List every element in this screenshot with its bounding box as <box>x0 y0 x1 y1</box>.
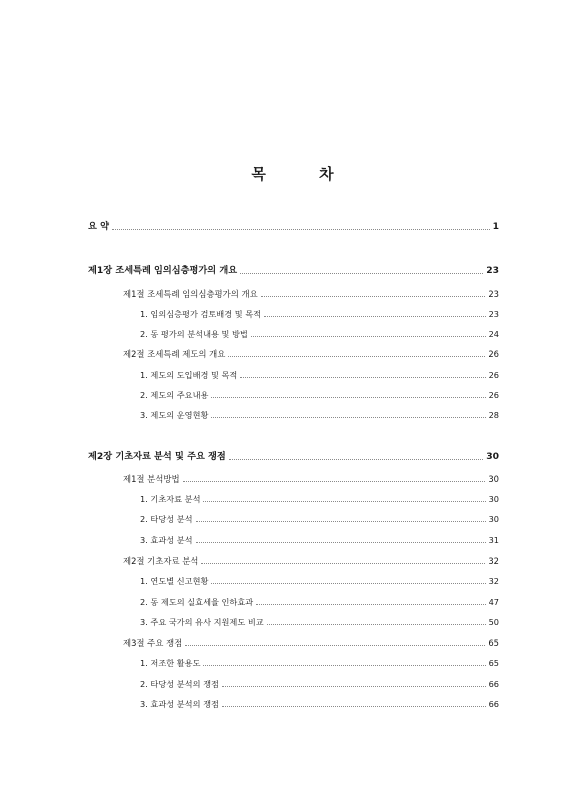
leader-dots <box>203 501 485 502</box>
toc-entry-page: 66 <box>488 679 499 689</box>
toc-entry-page: 47 <box>488 597 499 607</box>
toc-entry-label: 제2절 조세특례 제도의 개요 <box>123 349 226 359</box>
toc-entry-page: 65 <box>488 658 499 668</box>
toc-entry-section[interactable] <box>123 288 499 300</box>
toc-entry-label: 2. 타당성 분석 <box>140 514 193 524</box>
toc-entry-label: 3. 제도의 운영현황 <box>140 410 209 420</box>
leader-dots <box>211 417 485 418</box>
toc-entry-label: 2. 동 평가의 분석내용 및 방법 <box>140 329 248 339</box>
toc-entry-label: 3. 주요 국가의 유사 지원제도 비교 <box>140 617 264 627</box>
toc-entry-label: 제2절 기초자료 분석 <box>123 556 199 566</box>
toc-entry-label: 제3절 주요 쟁점 <box>123 638 183 648</box>
toc-entry-label: 제1장 조세특례 임의심층평가의 개요 <box>88 265 238 276</box>
toc-entry-page: 24 <box>488 329 499 339</box>
leader-dots <box>201 563 485 564</box>
leader-dots <box>196 542 486 543</box>
leader-dots <box>211 583 485 584</box>
toc-entry-page: 26 <box>488 349 499 359</box>
toc-entry-page: 28 <box>488 410 499 420</box>
toc-entry-label: 2. 타당성 분석의 쟁점 <box>140 679 219 689</box>
toc-entry-item[interactable] <box>140 409 499 421</box>
toc-entry-item[interactable] <box>140 308 499 320</box>
toc-entry-label: 1. 기초자료 분석 <box>140 494 201 504</box>
toc-entry-label: 요 약 <box>88 221 109 232</box>
toc-entry-item[interactable] <box>140 657 499 669</box>
toc-entry-item[interactable] <box>140 389 499 401</box>
leader-dots <box>112 229 490 230</box>
toc-entry-label: 1. 연도별 신고현황 <box>140 576 209 586</box>
toc-entry-page: 23 <box>488 309 499 319</box>
toc-entry-page: 23 <box>486 265 499 276</box>
leader-dots <box>267 624 486 625</box>
toc-entry-label: 2. 제도의 주요내용 <box>140 390 209 400</box>
toc-entry-page: 31 <box>488 535 499 545</box>
toc-entry-item[interactable] <box>140 328 499 340</box>
toc-entry-page: 23 <box>488 289 499 299</box>
leader-dots <box>222 686 486 687</box>
toc-entry-label: 2. 동 제도의 실효세율 인하효과 <box>140 597 254 607</box>
toc-title: 목 차 <box>251 165 358 183</box>
leader-dots <box>203 665 485 666</box>
toc-entry-label: 1. 제도의 도입배경 및 목적 <box>140 370 238 380</box>
toc-entry-item[interactable] <box>140 678 499 690</box>
toc-entry-label: 1. 저조한 활용도 <box>140 658 201 668</box>
toc-entry-chapter-1[interactable] <box>88 265 499 277</box>
toc-entry-item[interactable] <box>140 369 499 381</box>
leader-dots <box>222 706 486 707</box>
toc-entry-item[interactable] <box>140 698 499 710</box>
toc-entry-page: 66 <box>488 699 499 709</box>
leader-dots <box>229 459 483 460</box>
toc-entry-label: 3. 효과성 분석 <box>140 535 193 545</box>
toc-entry-page: 32 <box>488 556 499 566</box>
toc-entry-page: 50 <box>488 617 499 627</box>
leader-dots <box>196 521 486 522</box>
leader-dots <box>261 296 486 297</box>
leader-dots <box>240 273 483 274</box>
leader-dots <box>183 481 486 482</box>
toc-entry-label: 제1절 분석방법 <box>123 474 180 484</box>
leader-dots <box>256 604 485 605</box>
toc-entry-item[interactable] <box>140 534 499 546</box>
toc-entry-page: 26 <box>488 370 499 380</box>
toc-entry-page: 26 <box>488 390 499 400</box>
leader-dots <box>185 645 485 646</box>
toc-entry-chapter-2[interactable] <box>88 451 499 463</box>
toc-entry-page: 32 <box>488 576 499 586</box>
toc-entry-label: 제1절 조세특례 임의심층평가의 개요 <box>123 289 258 299</box>
toc-entry-item[interactable] <box>140 513 499 525</box>
toc-entry-label: 1. 임의심층평가 검토배경 및 목적 <box>140 309 262 319</box>
toc-entry-page: 65 <box>488 638 499 648</box>
toc-entry-item[interactable] <box>140 596 499 608</box>
leader-dots <box>264 316 486 317</box>
toc-entry-label: 제2장 기초자료 분석 및 주요 쟁점 <box>88 451 226 462</box>
toc-entry-section[interactable] <box>123 637 499 649</box>
leader-dots <box>211 397 485 398</box>
toc-entry-page: 30 <box>488 474 499 484</box>
toc-entry-label: 3. 효과성 분석의 쟁점 <box>140 699 219 709</box>
toc-entry-page: 30 <box>488 494 499 504</box>
toc-entry-section[interactable] <box>123 348 499 360</box>
leader-dots <box>251 336 486 337</box>
toc-entry-item[interactable] <box>140 493 499 505</box>
toc-entry-section[interactable] <box>123 473 499 485</box>
toc-entry-page: 1 <box>492 221 499 232</box>
toc-entry-page: 30 <box>486 451 499 462</box>
toc-entry-section[interactable] <box>123 555 499 567</box>
toc-entry-summary[interactable] <box>88 221 499 233</box>
toc-entry-item[interactable] <box>140 616 499 628</box>
toc-entry-page: 30 <box>488 514 499 524</box>
toc-entry-item[interactable] <box>140 575 499 587</box>
leader-dots <box>228 356 485 357</box>
leader-dots <box>240 377 485 378</box>
